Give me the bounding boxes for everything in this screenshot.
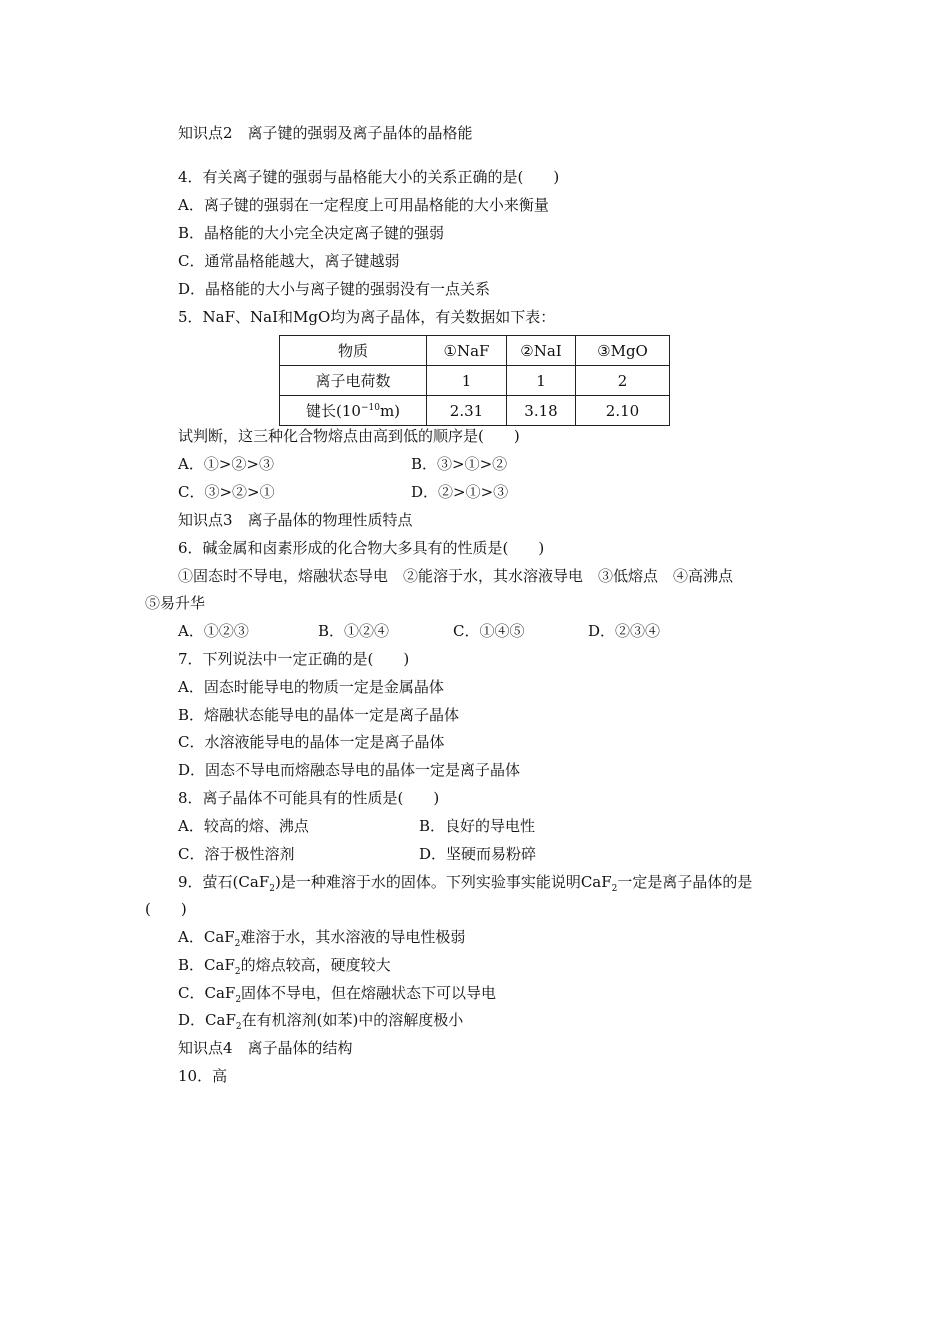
option-text: 的熔点较高，硬度较大 bbox=[240, 956, 391, 974]
question-8-stem: 8．离子晶体不可能具有的性质是( ) bbox=[178, 789, 440, 807]
table-row bbox=[280, 396, 670, 426]
table-cell bbox=[280, 396, 427, 426]
question-5-option-d: D．②>①>③ bbox=[411, 483, 509, 501]
option-letter: B． bbox=[178, 956, 205, 974]
table-header-cell: ③MgO bbox=[576, 336, 670, 366]
question-7-option-c: C．水溶液能导电的晶体一定是离子晶体 bbox=[178, 733, 445, 751]
question-9-option-a bbox=[178, 927, 465, 954]
formula-subscript: 2 bbox=[235, 995, 242, 1005]
question-7-option-b: B．熔融状态能导电的晶体一定是离子晶体 bbox=[178, 706, 460, 724]
formula-subscript: 2 bbox=[234, 939, 241, 949]
question-6-option-a: A．①②③ bbox=[178, 622, 249, 640]
question-9-stem-part: 9．萤石(CaF bbox=[178, 873, 270, 891]
formula-subscript: 2 bbox=[234, 967, 241, 977]
ionic-crystal-data-table bbox=[279, 335, 670, 426]
table-cell: 1 bbox=[507, 366, 576, 396]
bond-length-exponent: −10 bbox=[360, 403, 380, 413]
table-cell: 1 bbox=[427, 366, 507, 396]
section-heading-4: 知识点4 离子晶体的结构 bbox=[178, 1039, 353, 1057]
question-8-option-b: B．良好的导电性 bbox=[419, 817, 536, 835]
question-4-option-a: A．离子键的强弱在一定程度上可用晶格能的大小来衡量 bbox=[178, 196, 549, 214]
question-4-stem: 4．有关离子键的强弱与晶格能大小的关系正确的是( ) bbox=[178, 168, 560, 186]
bond-length-label: 键长(10 bbox=[305, 402, 361, 420]
question-9-option-c bbox=[178, 983, 496, 1010]
question-5-option-a: A．①>②>③ bbox=[178, 455, 274, 473]
table-header-cell: 物质 bbox=[280, 336, 427, 366]
question-6-option-c: C．①④⑤ bbox=[453, 622, 525, 640]
question-5-option-b: B．③>①>② bbox=[411, 455, 508, 473]
question-5-followup: 试判断，这三种化合物熔点由高到低的顺序是( ) bbox=[178, 427, 520, 445]
question-9-stem-line2: ( ) bbox=[145, 900, 187, 918]
question-10-stem: 10．高 bbox=[178, 1067, 228, 1085]
formula-subscript: 2 bbox=[611, 884, 618, 894]
section-heading-2: 知识点2 离子键的强弱及离子晶体的晶格能 bbox=[178, 124, 473, 142]
table-cell: 离子电荷数 bbox=[280, 366, 427, 396]
question-6-stem: 6．碱金属和卤素形成的化合物大多具有的性质是( ) bbox=[178, 539, 545, 557]
question-8-option-c: C．溶于极性溶剂 bbox=[178, 845, 295, 863]
question-4-option-b: B．晶格能的大小完全决定离子键的强弱 bbox=[178, 224, 445, 242]
table-header-row bbox=[280, 336, 670, 366]
question-5-stem: 5．NaF、NaI和MgO均为离子晶体，有关数据如下表： bbox=[178, 308, 556, 326]
formula-subscript: 2 bbox=[235, 1022, 242, 1032]
question-4-option-c: C．通常晶格能越大，离子键越弱 bbox=[178, 252, 400, 270]
formula: CaF bbox=[204, 984, 236, 1002]
question-9-stem-part: 一定是离子晶体的是 bbox=[617, 873, 753, 891]
question-8-option-d: D．坚硬而易粉碎 bbox=[419, 845, 537, 863]
question-9-stem bbox=[178, 872, 752, 899]
table-header-cell: ①NaF bbox=[427, 336, 507, 366]
question-9-option-b bbox=[178, 955, 391, 982]
option-letter: A． bbox=[178, 928, 204, 946]
option-letter: C． bbox=[178, 984, 205, 1002]
question-5-option-c: C．③>②>① bbox=[178, 483, 275, 501]
question-6-option-b: B．①②④ bbox=[318, 622, 390, 640]
option-text: 在有机溶剂(如苯)中的溶解度极小 bbox=[241, 1011, 464, 1029]
question-6-properties-line1: ①固态时不导电，熔融状态导电 ②能溶于水，其水溶液导电 ③低熔点 ④高沸点 bbox=[178, 567, 734, 585]
question-9-option-d bbox=[178, 1010, 463, 1037]
question-6-option-d: D．②③④ bbox=[588, 622, 661, 640]
table-cell: 3.18 bbox=[507, 396, 576, 426]
question-9-stem-part: )是一种难溶于水的固体。下列实验事实能说明CaF bbox=[274, 873, 612, 891]
table-header-cell: ②NaI bbox=[507, 336, 576, 366]
option-text: 固体不导电，但在熔融状态下可以导电 bbox=[241, 984, 497, 1002]
question-7-option-d: D．固态不导电而熔融态导电的晶体一定是离子晶体 bbox=[178, 761, 521, 779]
table-cell: 2.31 bbox=[427, 396, 507, 426]
question-4-option-d: D．晶格能的大小与离子键的强弱没有一点关系 bbox=[178, 280, 491, 298]
section-heading-3: 知识点3 离子晶体的物理性质特点 bbox=[178, 511, 413, 529]
question-6-properties-line2: ⑤易升华 bbox=[145, 594, 206, 612]
formula: CaF bbox=[205, 1011, 236, 1029]
table-row bbox=[280, 366, 670, 396]
table-cell: 2.10 bbox=[576, 396, 670, 426]
formula: CaF bbox=[203, 928, 235, 946]
option-letter: D． bbox=[178, 1011, 206, 1029]
formula: CaF bbox=[204, 956, 235, 974]
question-8-option-a: A．较高的熔、沸点 bbox=[178, 817, 309, 835]
formula-subscript: 2 bbox=[269, 884, 275, 894]
question-7-stem: 7．下列说法中一定正确的是( ) bbox=[178, 650, 410, 668]
option-text: 难溶于水，其水溶液的导电性极弱 bbox=[240, 928, 466, 946]
question-7-option-a: A．固态时能导电的物质一定是金属晶体 bbox=[178, 678, 444, 696]
table-cell: 2 bbox=[576, 366, 670, 396]
bond-length-unit: m) bbox=[379, 402, 401, 420]
